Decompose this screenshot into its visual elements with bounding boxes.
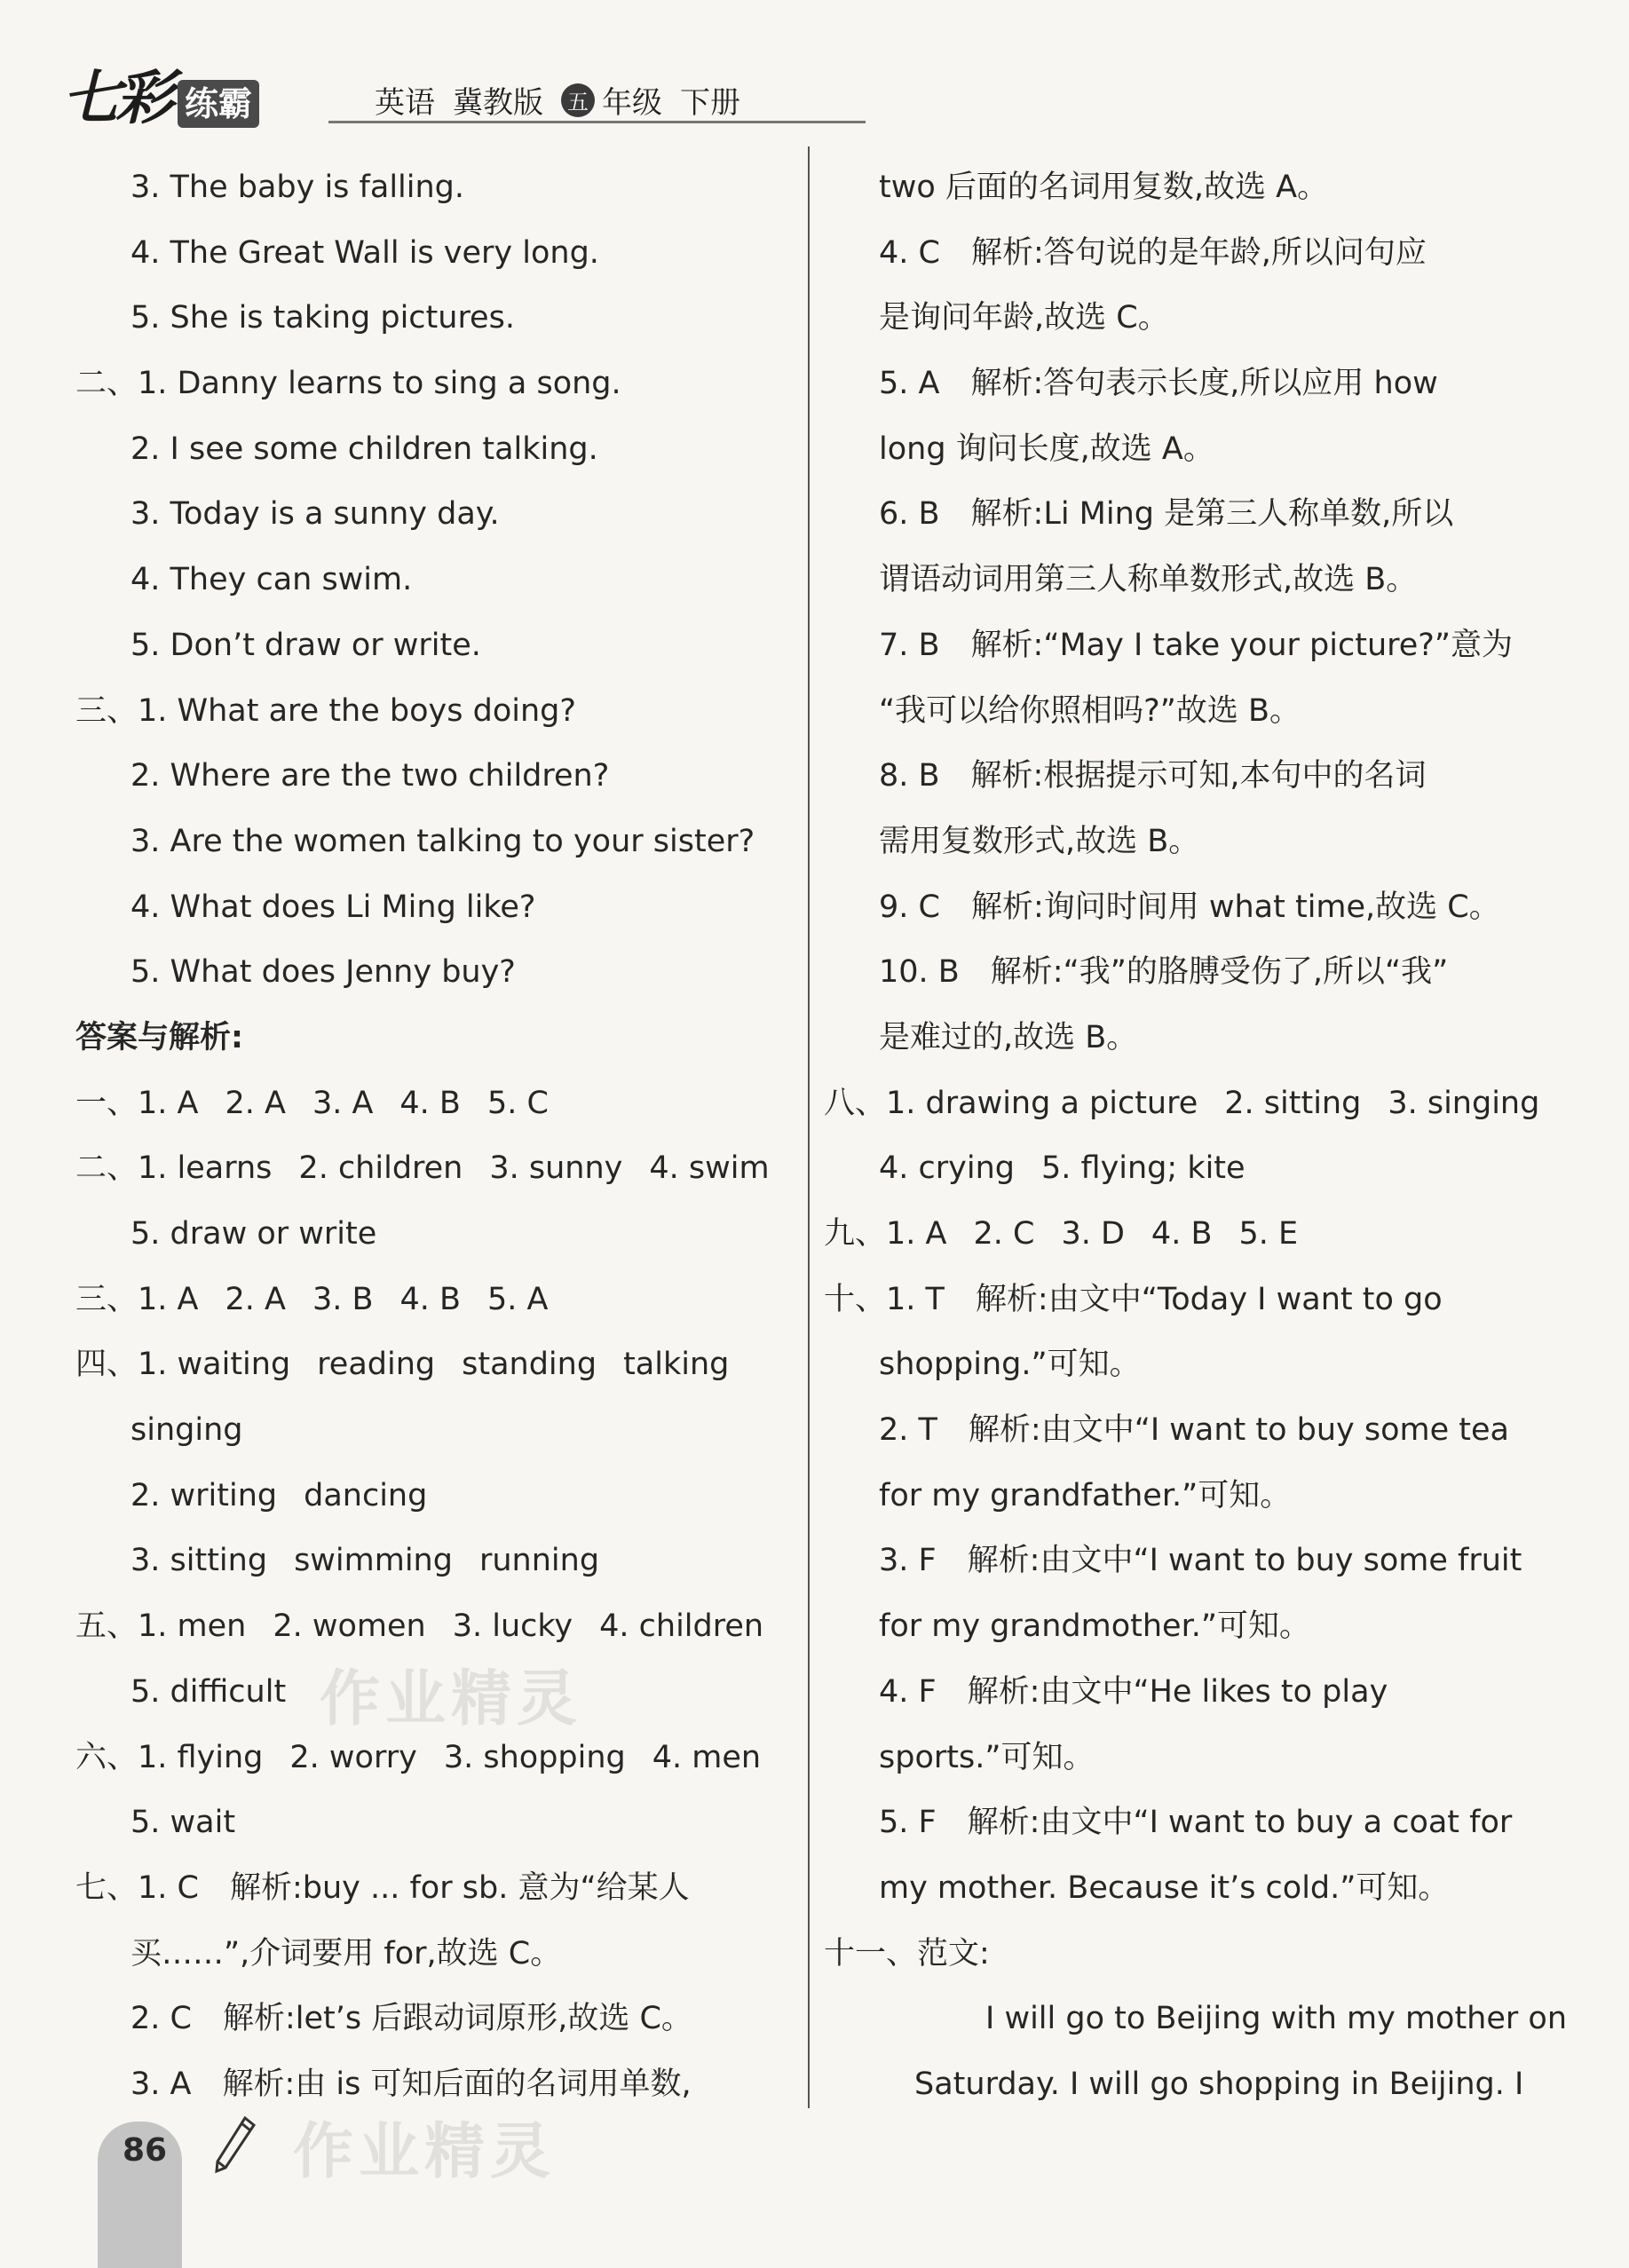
book-meta <box>375 78 740 122</box>
text-line: 4. F 解析:由文中“He likes to play <box>879 1673 1388 1710</box>
text-line: singing <box>130 1412 243 1449</box>
text-line: for my grandfather.”可知。 <box>879 1477 1292 1513</box>
text-line: 3. The baby is falling. <box>130 170 465 205</box>
answer-row: 九、1. A 2. C 3. D 4. B 5. E <box>824 1216 1299 1252</box>
watermark: 作业精灵 <box>293 2117 557 2187</box>
answer-row: 八、1. drawing a picture 2. sitting 3. singing <box>824 1085 1540 1121</box>
grade-label: 年级 <box>602 85 662 121</box>
logo-badge: 练霸 <box>178 80 259 128</box>
text-line: 4. What does Li Ming like? <box>130 889 536 925</box>
page-number: 86 <box>123 2132 168 2169</box>
text-line: long 询问长度,故选 A。 <box>879 431 1214 467</box>
text-line: 7. B 解析:“May I take your picture?”意为 <box>879 627 1514 663</box>
answer-row: 2. writing dancing <box>130 1477 428 1513</box>
grade-group <box>561 78 662 122</box>
text-line: two 后面的名词用复数,故选 A。 <box>879 170 1329 205</box>
text-line: 5. A 解析:答句表示长度,所以应用 how <box>879 366 1438 402</box>
answer-row: 3. sitting swimming running <box>130 1543 600 1579</box>
text-line: 4. The Great Wall is very long. <box>130 234 599 271</box>
text-line: Saturday. I will go shopping in Beijing. I <box>914 2066 1524 2102</box>
text-line: 9. C 解析:询问时间用 what time,故选 C。 <box>879 889 1500 925</box>
text-line: 十、1. T 解析:由文中“Today I want to go <box>824 1281 1443 1317</box>
text-line: 谓语动词用第三人称单数形式,故选 B。 <box>879 562 1418 598</box>
text-line: 5. What does Jenny buy? <box>130 954 516 991</box>
text-line: 5. She is taking pictures. <box>130 300 515 336</box>
text-line: 十一、范文: <box>824 1935 990 1972</box>
answer-row: 四、1. waiting reading standing talking <box>75 1347 730 1383</box>
answer-row: 五、1. men 2. women 3. lucky 4. children <box>75 1608 764 1645</box>
text-line: 买……”,介词要用 for,故选 C。 <box>130 1935 562 1972</box>
text-line: sports.”可知。 <box>879 1739 1095 1775</box>
text-line: “我可以给你照相吗?”故选 B。 <box>879 692 1301 729</box>
answer-row: 二、1. learns 2. children 3. sunny 4. swim <box>75 1150 770 1187</box>
answer-row: 4. crying 5. flying; kite <box>879 1150 1245 1187</box>
column-divider <box>808 146 810 2108</box>
left-column <box>75 155 799 2118</box>
text-line: 5. Don’t draw or write. <box>130 627 481 663</box>
text-line: 二、1. Danny learns to sing a song. <box>75 366 621 402</box>
text-line: 6. B 解析:Li Ming 是第三人称单数,所以 <box>879 496 1454 533</box>
text-line: 是难过的,故选 B。 <box>879 1019 1138 1055</box>
term-label: 下册 <box>680 85 740 121</box>
logo-text: 七彩 <box>62 63 169 132</box>
text-line: 8. B 解析:根据提示可知,本句中的名词 <box>879 758 1427 794</box>
grade-badge-icon: 五 <box>561 83 595 117</box>
text-line: 2. C 解析:let’s 后跟动词原形,故选 C。 <box>130 2001 692 2037</box>
pencil-icon <box>206 2113 259 2184</box>
subject-label: 英语 <box>375 85 435 121</box>
text-line: 4. C 解析:答句说的是年龄,所以问句应 <box>879 234 1427 271</box>
text-line: 是询问年龄,故选 C。 <box>879 300 1169 336</box>
text-line: 5. F 解析:由文中“I want to buy a coat for <box>879 1805 1513 1841</box>
text-line: 3. Today is a sunny day. <box>130 496 500 533</box>
answer-row: 三、1. A 2. A 3. B 4. B 5. A <box>75 1281 549 1317</box>
text-line: 需用复数形式,故选 B。 <box>879 823 1200 859</box>
watermark: 作业精灵 <box>320 1664 583 1735</box>
text-line: 3. Are the women talking to your sister? <box>130 823 755 859</box>
answers-heading: 答案与解析: <box>75 1019 243 1055</box>
text-line: 七、1. C 解析:buy ... for sb. 意为“给某人 <box>75 1869 690 1906</box>
text-line: 5. wait <box>130 1805 236 1841</box>
right-column <box>824 155 1568 2118</box>
text-line: my mother. Because it’s cold.”可知。 <box>879 1869 1450 1906</box>
text-line: 5. difficult <box>130 1673 287 1710</box>
brand-logo <box>62 62 259 133</box>
page-header <box>62 62 808 142</box>
text-line: for my grandmother.”可知。 <box>879 1608 1311 1645</box>
text-line: 2. I see some children talking. <box>130 431 598 467</box>
text-line: 10. B 解析:“我”的胳膊受伤了,所以“我” <box>879 954 1449 991</box>
text-line: 2. T 解析:由文中“I want to buy some tea <box>879 1412 1509 1449</box>
text-line: 三、1. What are the boys doing? <box>75 692 576 729</box>
text-line: 5. draw or write <box>130 1216 377 1252</box>
text-line: 4. They can swim. <box>130 562 413 598</box>
text-line: 3. A 解析:由 is 可知后面的名词用单数, <box>130 2066 692 2102</box>
edition-label: 冀教版 <box>453 85 543 121</box>
answer-row: 一、1. A 2. A 3. A 4. B 5. C <box>75 1085 549 1121</box>
text-line: shopping.”可知。 <box>879 1347 1141 1383</box>
text-line: I will go to Beijing with my mother on <box>985 2001 1568 2037</box>
text-line: 2. Where are the two children? <box>130 758 610 794</box>
answer-row: 六、1. flying 2. worry 3. shopping 4. men <box>75 1739 762 1775</box>
text-line: 3. F 解析:由文中“I want to buy some fruit <box>879 1543 1522 1579</box>
